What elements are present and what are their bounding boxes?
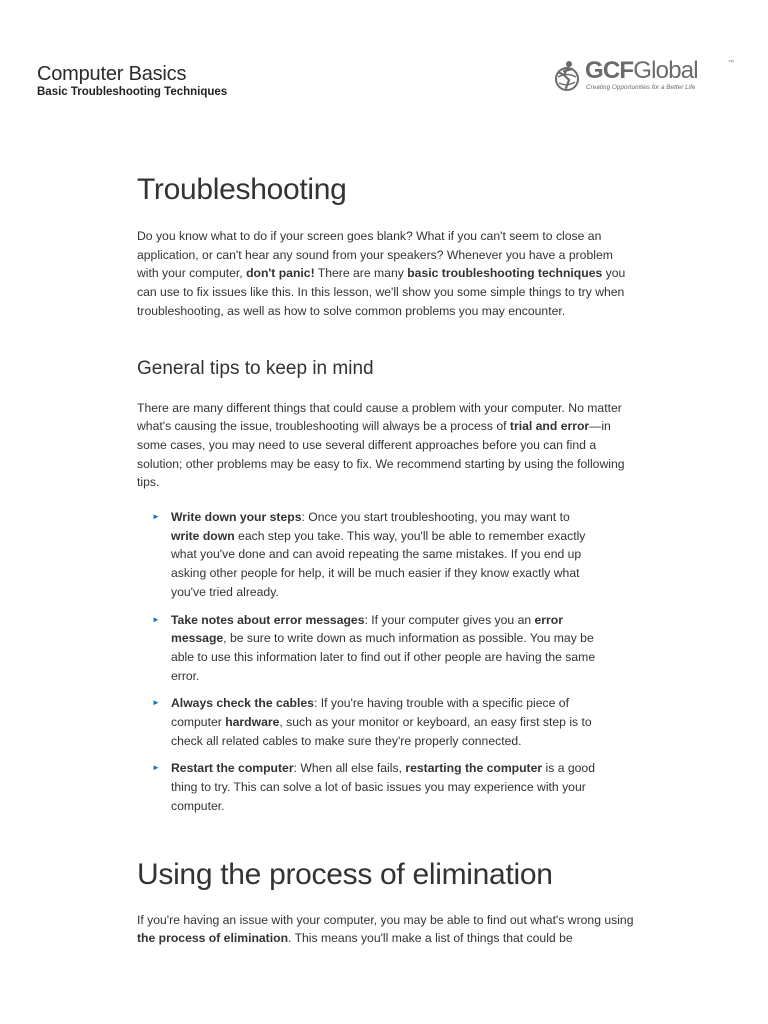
- text-run: If you're having an issue with your computer, you may be able to find out what's wrong using: [137, 912, 634, 927]
- bold-phrase: trial and error: [509, 419, 590, 434]
- bullet-icon: ►: [152, 763, 160, 773]
- bold-phrase: restarting the computer: [405, 761, 543, 776]
- logo-trademark: ™: [728, 60, 734, 66]
- bold-phrase: error message: [171, 612, 563, 646]
- bold-phrase: basic troubleshooting techniques: [407, 266, 603, 281]
- logo-brand-bold: GCF: [585, 57, 634, 84]
- bold-phrase: Take notes about error messages: [171, 612, 365, 627]
- bullet-icon: ►: [152, 512, 160, 522]
- text-run: each step you take. This way, you'll be able to remember exactly what you've done and can avoid repeating the same mistakes. If you end up asking other people for help, it will be much easier if they know exactly what you've tried already.: [171, 528, 586, 599]
- bold-phrase: don't panic!: [246, 266, 315, 281]
- list-item: [152, 694, 601, 750]
- text-run: There are many: [314, 266, 408, 281]
- text-run: , such as your monitor or keyboard, an easy first step is to check all related cables to make sure they're properly connected.: [171, 715, 592, 748]
- list-item: [152, 508, 601, 602]
- logo-wordmark: [585, 57, 698, 85]
- bold-phrase: write down: [171, 528, 235, 543]
- general-tips-intro: [137, 399, 637, 493]
- course-subtitle: Basic Troubleshooting Techniques: [37, 86, 228, 98]
- text-run: : If your computer gives you an: [364, 612, 535, 627]
- list-item: [152, 611, 601, 686]
- tip-text: [171, 761, 595, 812]
- heading-process-of-elimination: Using the process of elimination: [137, 857, 553, 891]
- text-run: . This means you'll make a list of things that could be: [288, 931, 573, 946]
- text-run: There are many different things that could cause a problem with your computer. No matter what's causing the issue, troubleshooting will always be a process of: [137, 400, 622, 434]
- bullet-icon: ►: [152, 698, 160, 708]
- text-run: , be sure to write down as much information as possible. You may be able to use this information later to find out if other people are having the same error.: [171, 631, 596, 683]
- tip-text: [171, 613, 595, 683]
- troubleshooting-intro: [137, 227, 637, 321]
- bold-phrase: hardware: [225, 715, 280, 730]
- page-header: [0, 0, 768, 110]
- text-run: : If you're having trouble with a specific piece of computer: [171, 696, 569, 730]
- heading-troubleshooting: Troubleshooting: [137, 173, 347, 206]
- logo-tagline: Creating Opportunities for a Better Life: [586, 84, 696, 91]
- bold-phrase: Always check the cables: [171, 696, 314, 711]
- bold-phrase: the process of elimination: [137, 931, 289, 946]
- tip-text: [171, 696, 592, 747]
- bullet-icon: ►: [152, 614, 160, 624]
- text-run: is a good thing to try. This can solve a lot of basic issues you may experience with your computer.: [171, 761, 595, 813]
- bold-phrase: Write down your steps: [171, 510, 302, 525]
- text-run: : When all else fails,: [293, 761, 406, 776]
- lesson-content: [137, 168, 637, 948]
- tip-text: [171, 510, 585, 599]
- text-run: —in some cases, you may need to use several different approaches before you can find a solution; other problems may be easy to fix. We recommend starting by using the following tips.: [137, 419, 625, 490]
- gcfglobal-logo[interactable]: [552, 58, 734, 96]
- globe-runner-icon: [552, 60, 582, 94]
- course-title: Computer Basics: [37, 63, 187, 85]
- bold-phrase: Restart the computer: [171, 761, 294, 776]
- heading-general-tips: General tips to keep in mind: [137, 357, 374, 379]
- text-run: Do you know what to do if your screen goes blank? What if you can't seem to close an application, or can't hear any sound from your speakers? Whenever you have a problem with your computer,: [137, 229, 613, 281]
- text-run: you can use to fix issues like this. In this lesson, we'll show you some simple things to try when troubleshooting, as well as how to solve common problems you may encounter.: [137, 266, 626, 318]
- list-item: [152, 759, 601, 815]
- logo-brand-light: Global: [633, 57, 698, 84]
- tips-list: [137, 508, 601, 816]
- elimination-intro: [137, 911, 637, 948]
- text-run: : Once you start troubleshooting, you may want to: [301, 510, 570, 525]
